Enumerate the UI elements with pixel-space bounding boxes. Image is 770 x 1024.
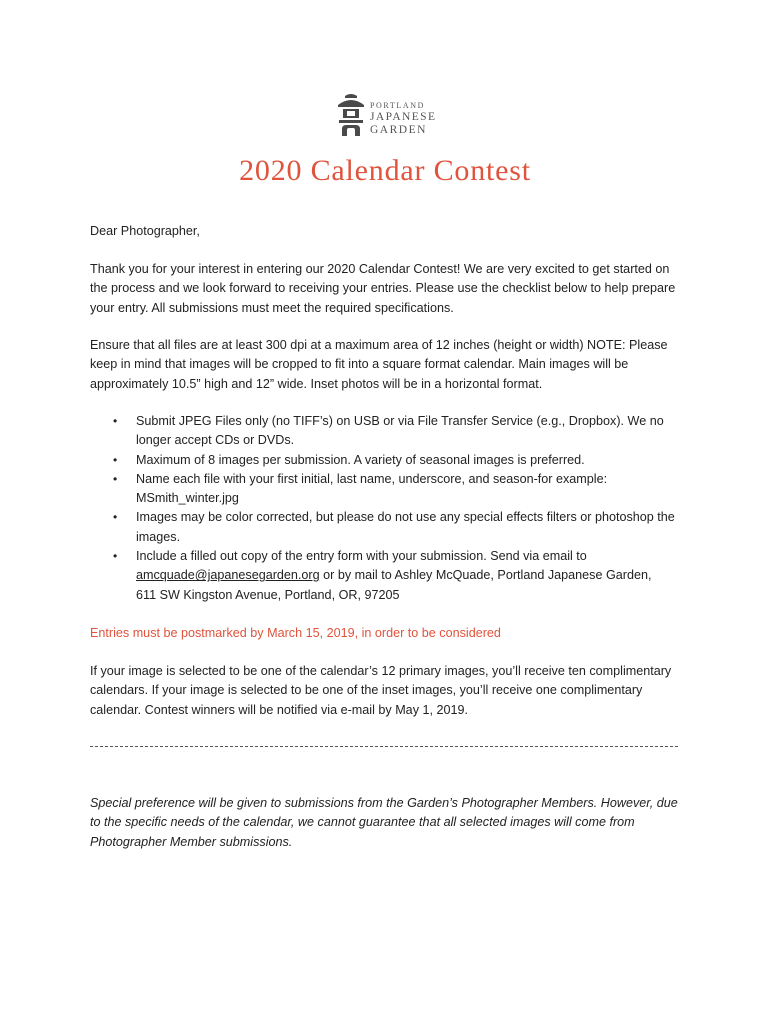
logo-line-garden: GARDEN xyxy=(370,123,427,136)
page-title: 2020 Calendar Contest xyxy=(239,154,531,187)
checklist-item xyxy=(90,470,682,509)
checklist-item xyxy=(90,508,682,547)
checklist-item-text: Maximum of 8 images per submission. A variety of seasonal images is preferred. xyxy=(136,452,585,467)
mailing-address: 611 SW Kingston Avenue, Portland, OR, 97205 xyxy=(136,587,400,602)
checklist-item-text: Submit JPEG Files only (no TIFF’s) on USB or via File Transfer Service (e.g., Dropbox). We no longer accept CDs or DVDs. xyxy=(136,414,664,448)
bullet: • xyxy=(113,549,118,564)
specs-paragraph: Ensure that all files are at least 300 dpi at a maximum area of 12 inches (height or width) NOTE: Please keep in mind that images will be cropped to fit into a square format calendar. Main images will be approximately 10.5” high and 12” wide. Inset photos will be in a horizontal format. xyxy=(90,338,668,391)
lantern-icon xyxy=(336,92,366,136)
checklist-item xyxy=(90,451,682,470)
logo-line-portland: PORTLAND xyxy=(370,101,425,110)
logo-wordmark xyxy=(370,102,450,136)
greeting: Dear Photographer, xyxy=(90,224,200,238)
bullet: • xyxy=(113,510,118,525)
bullet: • xyxy=(113,414,118,428)
checklist-item-text: Images may be color corrected, but please do not use any special effects filters or photoshop the images. xyxy=(136,510,675,544)
dashed-divider xyxy=(90,746,678,747)
logo-line-japanese: JAPANESE xyxy=(370,111,437,123)
portland-japanese-garden-logo xyxy=(336,92,446,136)
prizes-paragraph: If your image is selected to be one of the calendar’s 12 primary images, you’ll receive ten complimentary calendars. If your image is selected to be one of the inset images, you’ll receive one complimentary calendar. Contest winners will be notified via e-mail by May 1, 2019. xyxy=(90,664,672,717)
checklist-item-entry-form xyxy=(90,547,682,605)
preference-note: Special preference will be given to submissions from the Garden’s Photographer Members. However, due to the specific needs of the calendar, we cannot guarantee that all selected images will come from Photographer Member submissions. xyxy=(90,796,678,849)
deadline-notice: Entries must be postmarked by March 15, 2019, in order to be considered xyxy=(90,626,501,640)
checklist-item xyxy=(90,412,682,451)
entry-form-text-before: Include a filled out copy of the entry form with your submission. Send via email to xyxy=(136,549,587,564)
entry-form-text-after: or by mail to Ashley McQuade, Portland Japanese Garden, xyxy=(319,568,652,583)
intro-paragraph: Thank you for your interest in entering our 2020 Calendar Contest! We are very excited to get started on the process and we look forward to receiving your entries. Please use the checklist below to help prepare your entry. All submissions must meet the required specifications. xyxy=(90,262,676,315)
bullet: • xyxy=(113,471,118,486)
checklist-item-text: Name each file with your first initial, last name, underscore, and season-for example: MSmith_winter.jpg xyxy=(136,471,608,506)
bullet: • xyxy=(113,452,118,467)
contact-email-link[interactable]: amcquade@japanesegarden.org xyxy=(136,568,320,583)
checklist xyxy=(90,412,682,605)
